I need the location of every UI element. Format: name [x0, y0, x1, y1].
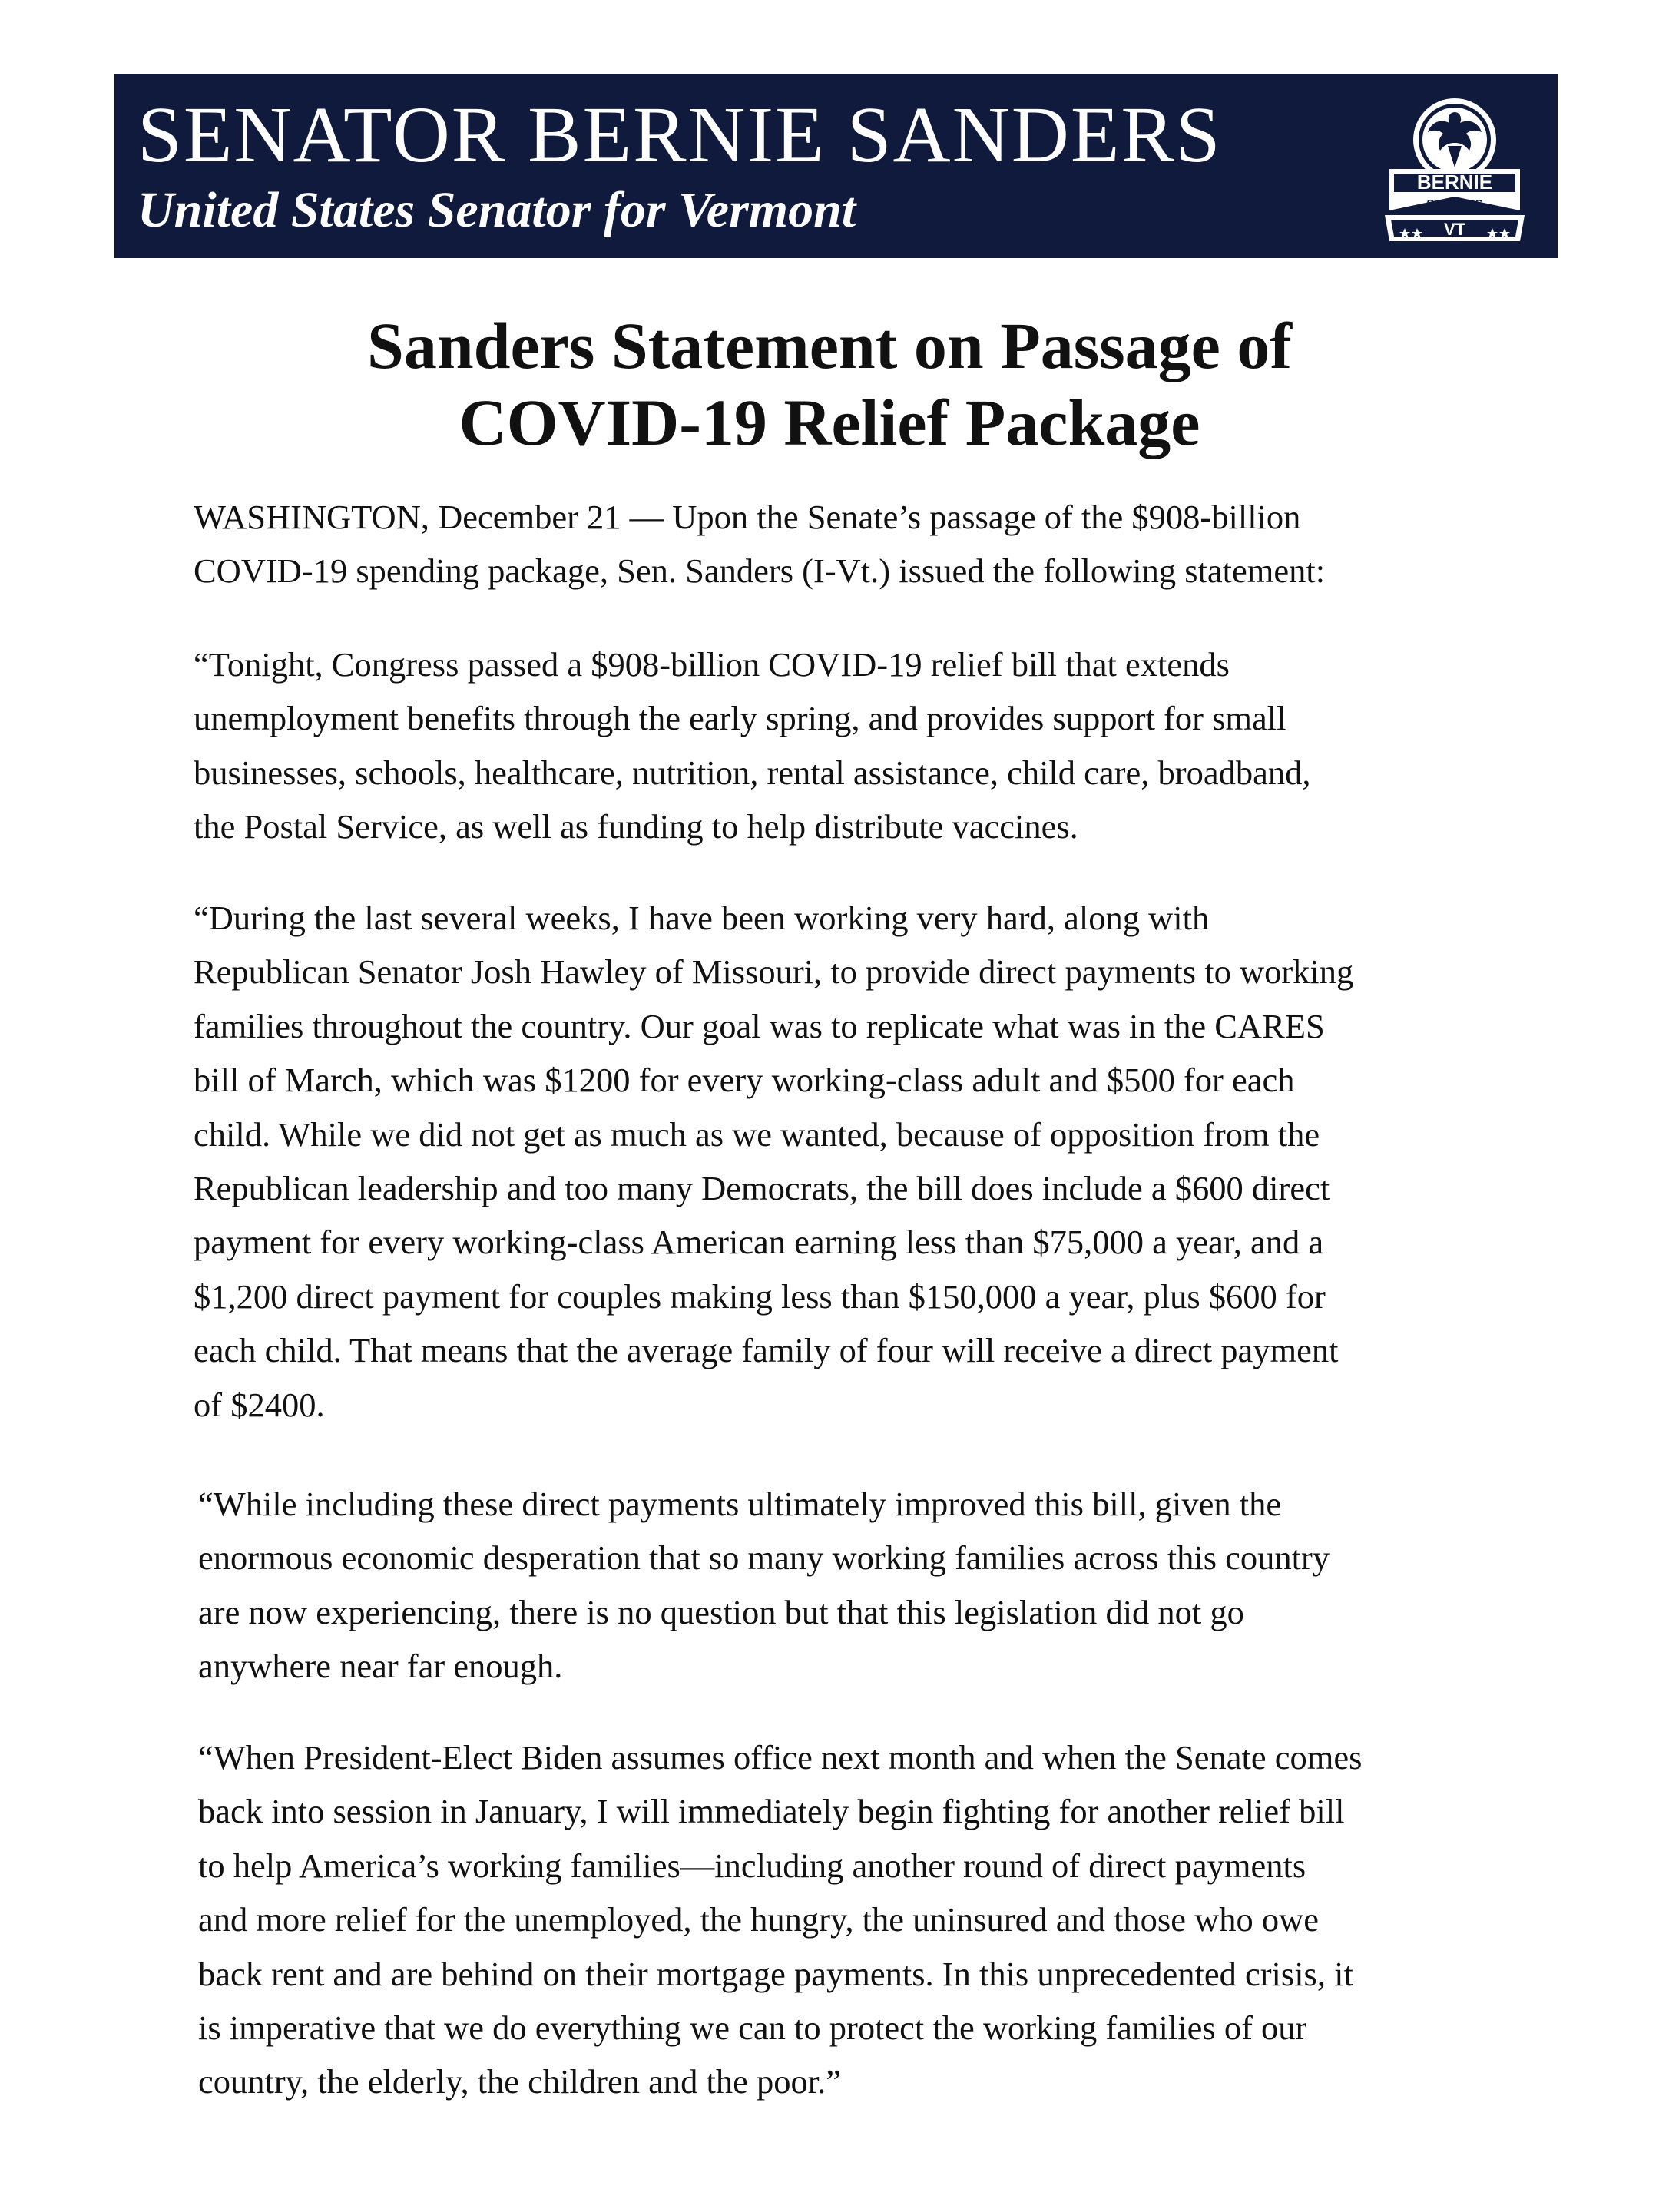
eagle-seal-icon — [1374, 95, 1535, 246]
text-line: “During the last several weeks, I have been working very hard, along with — [194, 899, 1210, 937]
text-line: Republican Senator Josh Hawley of Missouri, to provide direct payments to working — [194, 952, 1354, 992]
headline-line-2: COVID-19 Relief Package — [459, 386, 1200, 459]
dateline-paragraph — [194, 490, 1499, 598]
statement-paragraph-4 — [198, 1730, 1504, 2109]
text-line: payment for every working-class American earning less than $75,000 a year, and a — [194, 1223, 1324, 1262]
text-line: “Tonight, Congress passed a $908-billion COVID-19 relief bill that extends — [194, 645, 1230, 684]
senator-logo — [1374, 95, 1535, 246]
text-line: unemployment benefits through the early spring, and provides support for small — [194, 699, 1286, 738]
text-line: businesses, schools, healthcare, nutrition, rental assistance, child care, broadband, — [194, 753, 1311, 792]
letterhead-banner — [114, 74, 1558, 258]
text-line: are now experiencing, there is no question but that this legislation did not go — [198, 1592, 1244, 1631]
text-line: COVID-19 spending package, Sen. Sanders (I-Vt.) issued the following statement: — [194, 551, 1326, 591]
headline-line-1: Sanders Statement on Passage of — [367, 309, 1292, 382]
text-line: is imperative that we do everything we can to protect the working families of our — [198, 2008, 1307, 2048]
logo-text-top: BERNIE — [1416, 171, 1493, 194]
text-line: child. While we did not get as much as we wanted, because of opposition from the — [194, 1114, 1320, 1154]
banner-subtitle: United States Senator for Vermont — [137, 182, 856, 238]
text-line: bill of March, which was $1200 for every working-class adult and $500 for each — [194, 1061, 1295, 1100]
text-line: each child. That means that the average family of four will receive a direct payment — [194, 1331, 1339, 1370]
text-line: enormous economic desperation that so many working families across this country — [198, 1538, 1330, 1578]
statement-paragraph-2 — [194, 891, 1499, 1432]
text-line: WASHINGTON, December 21 — Upon the Senate’s passage of the $908-billion — [194, 498, 1301, 536]
text-line: back into session in January, I will immediately begin fighting for another relief bill — [198, 1792, 1345, 1831]
logo-text-bottom: VT — [1443, 220, 1466, 239]
banner-title: SENATOR BERNIE SANDERS — [137, 91, 1222, 179]
text-line: anywhere near far enough. — [198, 1647, 563, 1686]
statement-paragraph-1 — [194, 637, 1499, 854]
text-line: of $2400. — [194, 1385, 325, 1424]
text-line: “While including these direct payments ultimately improved this bill, given the — [198, 1485, 1282, 1523]
press-release-headline — [0, 307, 1659, 461]
text-line: families throughout the country. Our goal was to replicate what was in the CARES — [194, 1006, 1325, 1045]
text-line: Republican leadership and too many Democrats, the bill does include a $600 direct — [194, 1169, 1330, 1208]
text-line: to help America’s working families—including another round of direct payments — [198, 1846, 1306, 1885]
text-line: back rent and are behind on their mortgage payments. In this unprecedented crisis, it — [198, 1954, 1353, 1993]
text-line: and more relief for the unemployed, the hungry, the uninsured and those who owe — [198, 1900, 1320, 1939]
text-line: country, the elderly, the children and the poor.” — [198, 2062, 841, 2101]
text-line: “When President-Elect Biden assumes office next month and when the Senate comes — [198, 1738, 1363, 1777]
text-line: $1,200 direct payment for couples making less than $150,000 a year, plus $600 for — [194, 1277, 1326, 1316]
text-line: the Postal Service, as well as funding to help distribute vaccines. — [194, 807, 1078, 846]
logo-text-middle: SANDERS — [1426, 197, 1483, 210]
statement-paragraph-3 — [198, 1477, 1504, 1694]
